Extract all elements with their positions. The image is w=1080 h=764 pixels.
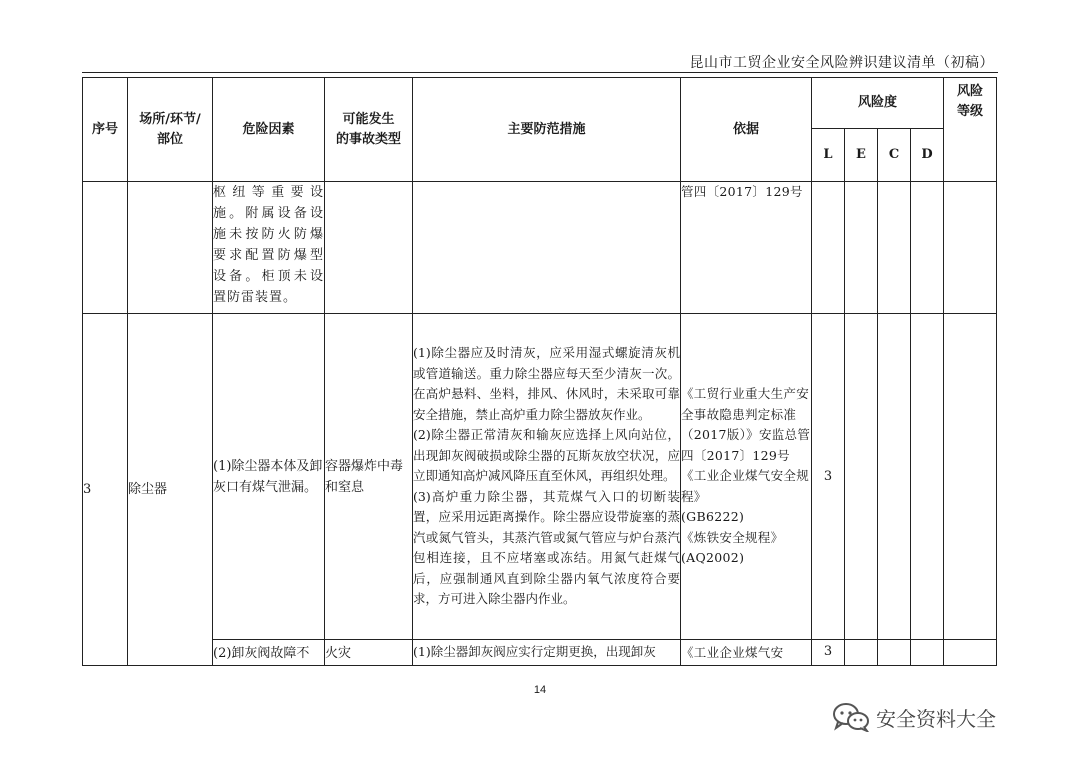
col-hazard: 危险因素	[213, 78, 325, 182]
cell-basis: 《工业企业煤气安	[681, 640, 812, 666]
cell-accident: 容器爆炸中毒和窒息	[325, 314, 413, 640]
cell-seq	[83, 182, 128, 314]
col-C: C	[878, 129, 911, 182]
col-seq: 序号	[83, 78, 128, 182]
col-basis: 依据	[681, 78, 812, 182]
document-title: 昆山市工贸企业安全风险辨识建议清单（初稿）	[689, 55, 994, 71]
cell-L: 3	[812, 314, 845, 640]
col-location-line1: 场所/环节/	[139, 111, 201, 127]
cell-seq: 3	[83, 314, 128, 666]
measure-item: (2)除尘器正常清灰和输灰应选择上风向站位，出现卸灰阀破损或除尘器的瓦斯灰放空状况，应立即通知高炉减风降压直至休风，再组织处理。	[413, 427, 680, 484]
cell-measures	[413, 182, 681, 314]
cell-D	[911, 314, 944, 640]
cell-hazard: (2)卸灰阀故障不	[213, 640, 325, 666]
basis-line: (AQ2002)	[681, 550, 745, 566]
basis-line: (GB6222)	[681, 509, 745, 525]
table-row	[83, 314, 997, 640]
col-risk-degree: 风险度	[812, 78, 944, 129]
cell-E	[845, 182, 878, 314]
cell-L	[812, 182, 845, 314]
col-risk-level-line1: 风险	[957, 84, 984, 99]
col-risk-level	[944, 78, 997, 182]
risk-table	[82, 77, 997, 666]
cell-measures: (1)除尘器卸灰阀应实行定期更换，出现卸灰	[413, 640, 681, 666]
col-E: E	[845, 129, 878, 182]
title-rule	[82, 72, 998, 73]
cell-E	[845, 314, 878, 640]
cell-accident: 火灾	[325, 640, 413, 666]
cell-C	[878, 182, 911, 314]
basis-line: 《工业企业煤气安全规程》	[681, 468, 810, 504]
measure-item: (1)除尘器应及时清灰，应采用湿式螺旋清灰机或管道输送。重力除尘器应每天至少清灰一次。在高炉悬料、坐料，排风、休风时，未采取可靠安全措施，禁止高炉重力除尘器放灰作业。	[413, 345, 680, 422]
wechat-icon	[832, 702, 870, 732]
col-L: L	[812, 129, 845, 182]
col-accident-line1: 可能发生	[342, 111, 395, 127]
cell-C	[878, 314, 911, 640]
page-number: 14	[533, 684, 547, 696]
cell-C	[878, 640, 911, 666]
cell-basis: 管四〔2017〕129号	[681, 182, 812, 314]
header-row	[83, 78, 997, 129]
table-row	[83, 640, 997, 666]
measure-item: (3)高炉重力除尘器，其荒煤气入口的切断装置，应采用远距离操作。除尘器应设带旋塞的蒸汽或氮气管头，其蒸汽管或氮气管应与炉台蒸汽包相连接，且不应堵塞或冻结。用氮气赶煤气后，应强制通风直到除尘器内氧气浓度符合要求，方可进入除尘器内作业。	[413, 488, 680, 607]
col-risk-level-line2: 等级	[957, 104, 984, 119]
basis-line: 《工贸行业重大生产安全事故隐患判定标准	[681, 386, 810, 422]
watermark	[832, 702, 996, 732]
col-accident-line2: 的事故类型	[335, 131, 401, 147]
cell-L: 3	[812, 640, 845, 666]
cell-level	[944, 182, 997, 314]
cell-measures	[413, 314, 681, 640]
cell-D	[911, 182, 944, 314]
cell-level	[944, 640, 997, 666]
table-row	[83, 182, 997, 314]
col-accident	[325, 78, 413, 182]
cell-location: 除尘器	[128, 314, 213, 666]
cell-D	[911, 640, 944, 666]
col-D: D	[911, 129, 944, 182]
basis-line: （2017版）》安监总管四〔2017〕129号	[681, 427, 811, 463]
cell-E	[845, 640, 878, 666]
cell-location	[128, 182, 213, 314]
watermark-text: 安全资料大全	[876, 706, 996, 731]
cell-basis	[681, 314, 812, 640]
cell-hazard: 枢纽等重要设施。附属设备设施未按防火防爆要求配置防爆型设备。柜顶未设置防雷装置。	[213, 182, 325, 314]
basis-line: 《炼铁安全规程》	[681, 529, 784, 545]
cell-hazard: (1)除尘器本体及卸灰口有煤气泄漏。	[213, 314, 325, 640]
cell-level	[944, 314, 997, 640]
cell-accident	[325, 182, 413, 314]
col-location	[128, 78, 213, 182]
col-location-line2: 部位	[156, 131, 183, 147]
col-measures: 主要防范措施	[413, 78, 681, 182]
